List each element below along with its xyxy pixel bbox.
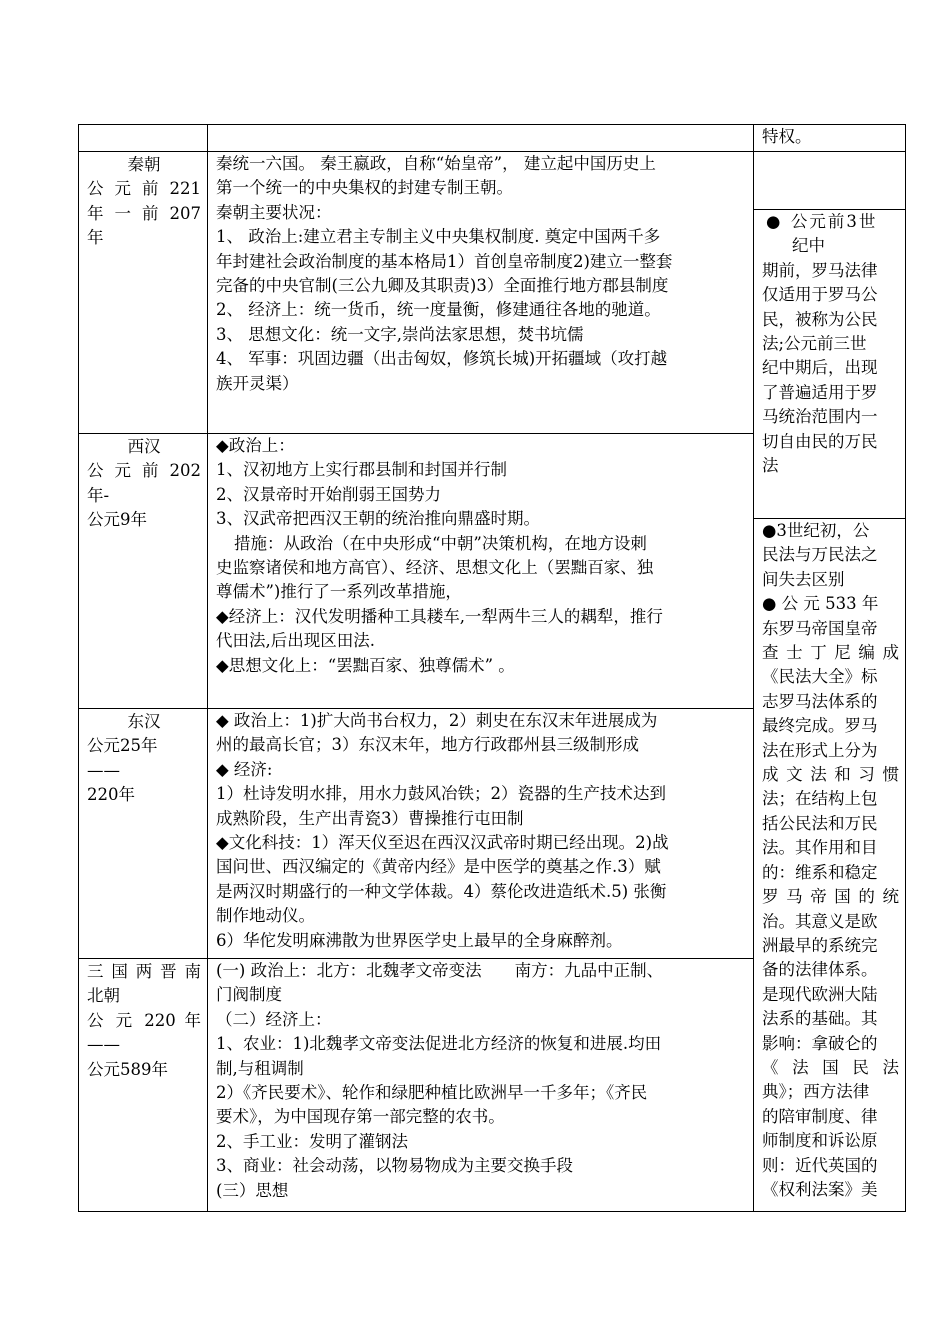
content-line: 年封建社会政治制度的基本格局1）首创皇帝制度2)建立一整套: [216, 251, 673, 271]
side-line: 查士丁尼编成: [762, 643, 899, 663]
side-cell-empty: [753, 151, 906, 210]
period-line: ——: [87, 760, 120, 780]
content-line: 1、汉初地方上实行郡县制和封国并行制: [216, 460, 507, 480]
period-cell-qin: [78, 151, 208, 434]
content-line: （二）经济上：: [216, 1009, 332, 1029]
content-line: 是两汉时期盛行的一种文学体裁。4）蔡伦改进造纸术.5) 张衡: [216, 881, 667, 901]
side-line: 备的法律体系。: [762, 960, 878, 980]
content-line: 6）华佗发明麻沸散为世界医学史上最早的全身麻醉剂。: [216, 930, 623, 950]
period-cell-xihan: [78, 433, 208, 709]
period-cell-sanguo: [78, 958, 208, 1212]
content-line: 制作地动仪。: [216, 906, 315, 926]
content-line: ◆经济上：汉代发明播种工具耧车,一犁两牛三人的耦犁，推行: [216, 606, 663, 626]
content-line: ◆政治上：: [216, 436, 295, 455]
side-line: 了普遍适用于罗: [762, 382, 878, 402]
period-line: 年: [87, 228, 104, 248]
side-line: 《权利法案》美: [762, 1179, 878, 1199]
content-line: 3、 思想文化：统一文字,崇尚法家思想，焚书坑儒: [216, 324, 584, 344]
side-line: ● 公 元 533 年: [762, 594, 879, 614]
content-line: (一) 政治上：北方：北魏孝文帝变法 南方：九品中正制、: [216, 961, 664, 980]
content-line: ◆ 政治上：1)扩大尚书台权力，2）刺史在东汉末年进展成为: [216, 711, 658, 730]
table-cell-top-right: [753, 124, 906, 152]
side-line: 《法国民法: [762, 1057, 899, 1077]
period-line: 220年: [87, 785, 135, 805]
period-cell-donghan: [78, 708, 208, 959]
content-line: 2、手工业：发明了灌钢法: [216, 1131, 408, 1151]
side-line: 纪中: [792, 236, 825, 256]
dynasty-name: 东汉: [127, 712, 161, 731]
side-line: 洲最早的系统完: [762, 935, 878, 955]
period-line: 公元589年: [87, 1059, 168, 1079]
side-line: 是现代欧洲大陆: [762, 984, 878, 1004]
side-line: 师制度和诉讼原: [762, 1131, 878, 1151]
period-line: 年-: [87, 485, 110, 505]
bullet-icon: ●: [766, 212, 781, 231]
content-cell-sanguo: [207, 958, 754, 1212]
side-text-privilege: 特权。: [762, 127, 812, 146]
side-line: 影响：拿破仑的: [762, 1033, 878, 1053]
side-line: 法。其作用和目: [762, 838, 878, 858]
content-line: 代田法,后出现区田法.: [216, 631, 375, 651]
side-line: 典》；西方法律: [762, 1082, 870, 1102]
content-line: 州的最高长官；3）东汉末年，地方行政郡州县三级制形成: [216, 735, 639, 755]
content-cell-xihan: [207, 433, 754, 709]
side-line: 成文法和习惯: [762, 765, 899, 785]
side-line: ●3世纪初，公: [762, 521, 870, 540]
content-line: (三）思想: [216, 1180, 289, 1200]
side-line: 法系的基础。其: [762, 1009, 878, 1029]
content-line: 措施：从政治（在中央形成“中朝”决策机构，在地方设刺: [234, 533, 647, 553]
side-line: 罗马帝国的统: [762, 887, 899, 907]
period-line: 公 元 前 221: [87, 179, 201, 199]
side-line: 则：近代英国的: [762, 1155, 878, 1175]
side-line: 公元前3世: [790, 212, 878, 231]
dynasty-name: 三 国 两 晋 南: [87, 962, 201, 981]
side-line: 马统治范围内一: [762, 407, 878, 427]
side-line-first: [762, 210, 899, 234]
content-line: ◆思想文化上：“罢黜百家、独尊儒术” 。: [216, 655, 515, 675]
content-line: 秦统一六国。 秦王嬴政，自称“始皇帝”， 建立起中国历史上: [216, 154, 656, 173]
side-line: 东罗马帝国皇帝: [762, 618, 878, 638]
side-line: 最终完成。罗马: [762, 716, 878, 736]
content-line: 国问世、西汉编定的《黄帝内经》是中医学的奠基之作.3）赋: [216, 857, 661, 877]
content-cell-donghan: [207, 708, 754, 959]
period-line: 公元25年: [87, 736, 158, 756]
side-line: 法;公元前三世: [762, 334, 867, 354]
content-line: 2、汉景帝时开始削弱王国势力: [216, 484, 441, 504]
period-line: 北朝: [87, 986, 120, 1006]
side-line: 间失去区别: [762, 569, 845, 589]
side-line: 的：维系和稳定: [762, 862, 878, 882]
content-line: 3、汉武帝把西汉王朝的统治推向鼎盛时期。: [216, 509, 540, 529]
dynasty-name: 秦朝: [127, 155, 161, 174]
content-line: ◆文化科技：1）浑天仪至迟在西汉汉武帝时期已经出现。2)战: [216, 833, 669, 853]
content-line: 2、 经济上：统一货币，统一度量衡，修建通往各地的驰道。: [216, 300, 661, 320]
content-line: 秦朝主要状况：: [216, 202, 332, 222]
table-cell-top-left: [78, 124, 208, 152]
content-line: 完备的中央官制(三公九卿及其职责)3）全面推行地方郡县制度: [216, 276, 669, 296]
content-line: 尊儒术”)推行了一系列改革措施，: [216, 582, 462, 602]
content-line: 2）《齐民要术》、轮作和绿肥种植比欧洲早一千多年；《齐民: [216, 1083, 648, 1103]
content-line: 门阀制度: [216, 985, 282, 1005]
content-line: 制,与租调制: [216, 1058, 304, 1078]
side-line: 纪中期后，出现: [762, 358, 878, 378]
content-line: 1、 政治上:建立君主专制主义中央集权制度. 奠定中国两千多: [216, 227, 661, 247]
dynasty-name: 西汉: [127, 437, 161, 456]
side-cell-roman-law-late: [753, 518, 906, 1212]
content-cell-qin: [207, 151, 754, 434]
side-line: 法在形式上分为: [762, 740, 878, 760]
side-line: 的陪审制度、律: [762, 1106, 878, 1126]
period-line: 公元9年: [87, 510, 147, 530]
side-line: 法；在结构上包: [762, 789, 878, 809]
content-line: 1、农业：1)北魏孝文帝变法促进北方经济的恢复和进展.均田: [216, 1034, 662, 1054]
content-line: 成熟阶段，生产出青瓷3）曹操推行屯田制: [216, 808, 524, 828]
content-line: 史监察诸侯和地方高官）、经济、思想文化上（罢黜百家、独: [216, 558, 654, 578]
content-line: 要术》，为中国现存第一部完整的农书。: [216, 1107, 505, 1127]
period-line: 年 一 前 207: [87, 203, 201, 223]
side-line: 期前，罗马法律: [762, 260, 878, 280]
side-line: 志罗马法体系的: [762, 691, 878, 711]
content-line: 3、商业：社会动荡，以物易物成为主要交换手段: [216, 1156, 573, 1176]
period-line: 公 元 220 年: [87, 1010, 201, 1030]
period-line: ——: [87, 1035, 120, 1055]
side-line: 切自由民的万民: [762, 431, 878, 451]
side-line: 民，被称为公民: [762, 309, 878, 329]
side-line: 治。其意义是欧: [762, 911, 878, 931]
side-cell-roman-law-early: [753, 209, 906, 519]
content-line: 族开灵渠）: [216, 373, 299, 393]
content-line: ◆ 经济:: [216, 759, 273, 779]
content-line: 第一个统一的中央集权的封建专制王朝。: [216, 178, 513, 198]
side-line: 括公民法和万民: [762, 813, 878, 833]
content-line: 1）杜诗发明水排，用水力鼓风冶铁；2）瓷器的生产技术达到: [216, 784, 666, 804]
side-line: 仅适用于罗马公: [762, 285, 878, 305]
side-line: 《民法大全》标: [762, 667, 878, 687]
side-line: 民法与万民法之: [762, 545, 878, 565]
side-line: 法: [762, 456, 779, 476]
table-cell-top-middle: [207, 124, 754, 152]
history-table: [78, 124, 905, 1211]
content-line: 4、 军事：巩固边疆（出击匈奴，修筑长城)开拓疆域（攻打越: [216, 349, 668, 369]
period-line: 公 元 前 202: [87, 461, 201, 481]
